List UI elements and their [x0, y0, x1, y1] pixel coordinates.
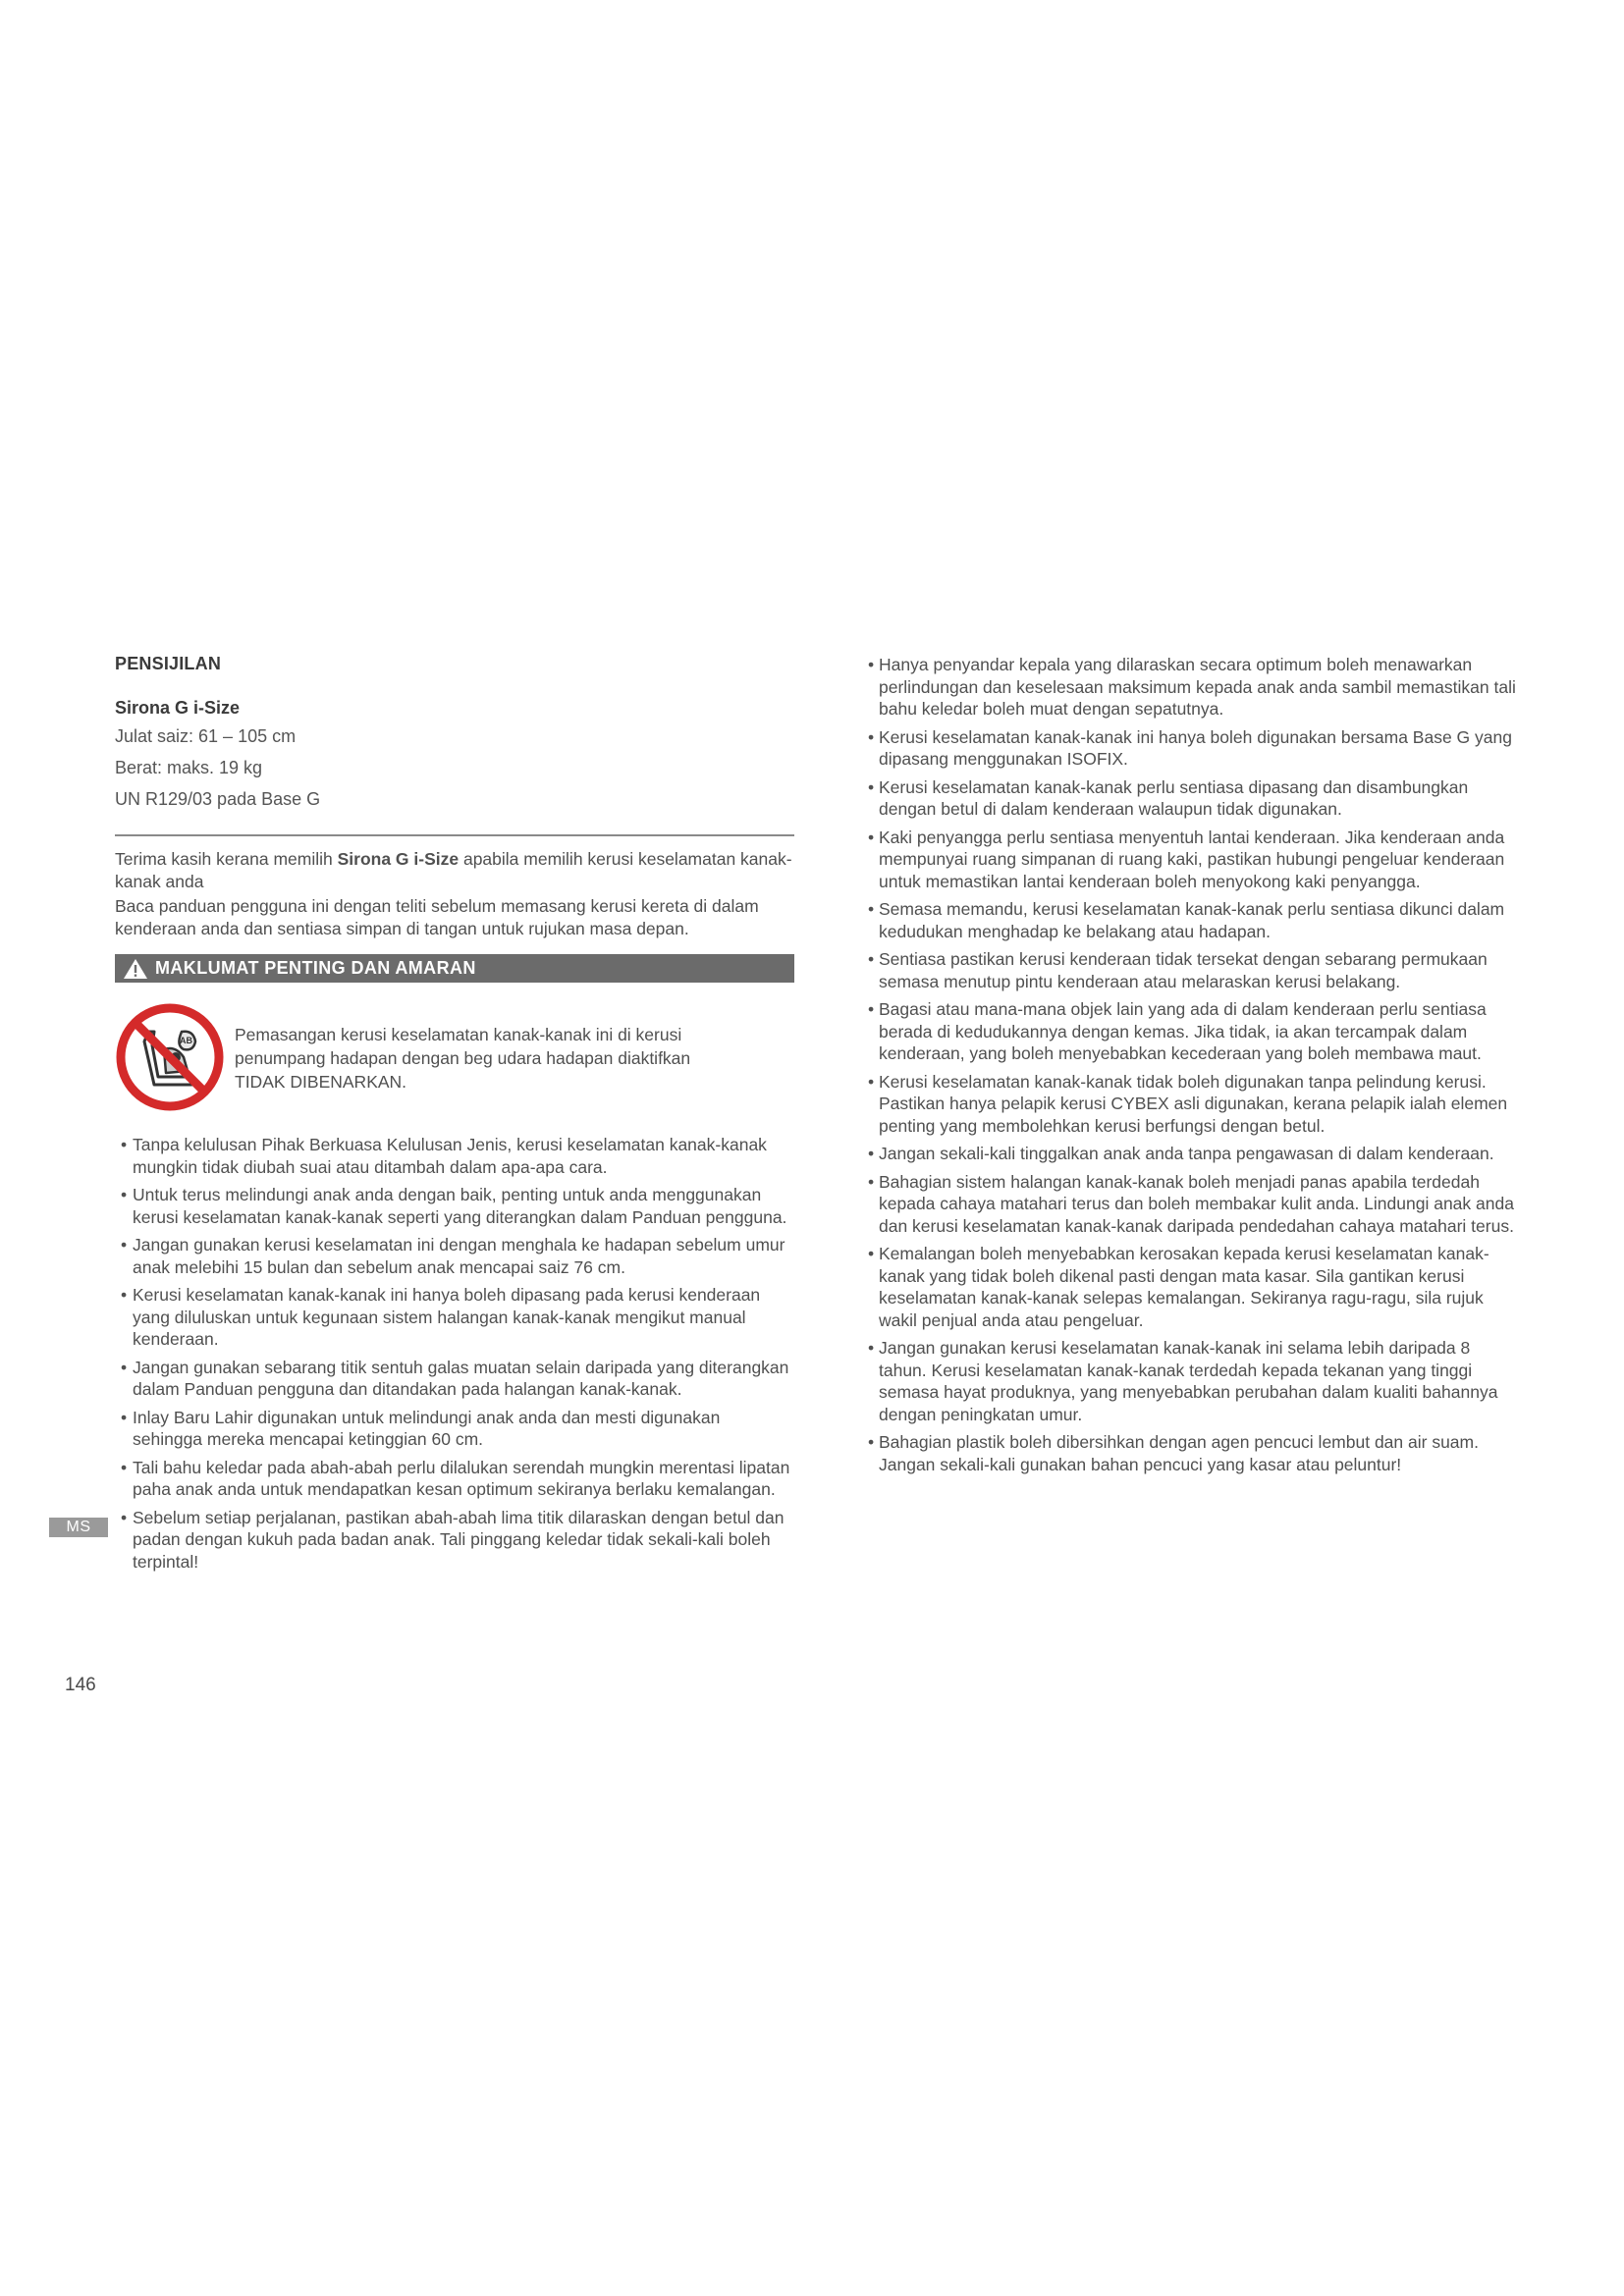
thanks-product-name: Sirona G i-Size — [337, 849, 460, 869]
list-item: • Kemalangan boleh menyebabkan kerosakan kepada kerusi keselamatan kanak-kanak yang tidak boleh dikenal pasti dengan mata kasar. Sila gantikan kerusi keselamatan kanak-kanak selepas kemalangan. Sekiranya ragu-ragu, sila rujuk wakil penjual anda atau pengeluar. — [871, 1243, 1519, 1331]
right-warning-list — [871, 654, 1519, 1475]
airbag-warning — [115, 1002, 794, 1112]
list-item: • Kerusi keselamatan kanak-kanak ini hanya boleh digunakan bersama Base G yang dipasang menggunakan ISOFIX. — [871, 726, 1519, 771]
list-item: • Kerusi keselamatan kanak-kanak tidak boleh digunakan tanpa pelindung kerusi. Pastikan hanya pelapik kerusi CYBEX asli digunakan, kerana pelapik ialah elemen penting yang membolehkan kerusi berfungsi dengan betul. — [871, 1071, 1519, 1138]
list-item: • Bagasi atau mana-mana objek lain yang ada di dalam kenderaan perlu sentiasa berada di kedudukannya dengan kemas. Jika tidak, ia akan tercampak dalam kenderaan, yang boleh menyebabkan kecederaan yang boleh membawa maut. — [871, 998, 1519, 1065]
list-item: • Inlay Baru Lahir digunakan untuk melindungi anak anda dan mesti digunakan sehingga mereka mencapai ketinggian 60 cm. — [115, 1407, 794, 1451]
list-item: • Hanya penyandar kepala yang dilaraskan secara optimum boleh menawarkan perlindungan dan keselesaan maksimum kepada anak anda sambil memastikan tali bahu keledar boleh muat dengan sepatutnya. — [871, 654, 1519, 721]
list-item: • Kerusi keselamatan kanak-kanak ini hanya boleh dipasang pada kerusi kenderaan yang diluluskan untuk kegunaan sistem halangan kanak-kanak mengikut manual kenderaan. — [115, 1284, 794, 1351]
list-item: • Bahagian plastik boleh dibersihkan dengan agen pencuci lembut dan air suam. Jangan sekali-kali gunakan bahan pencuci yang kasar atau peluntur! — [871, 1431, 1519, 1475]
list-item: • Semasa memandu, kerusi keselamatan kanak-kanak perlu sentiasa dikunci dalam kedudukan menghadap ke belakang atau hadapan. — [871, 898, 1519, 942]
page-number: 146 — [65, 1675, 96, 1695]
weight-limit: Berat: maks. 19 kg — [115, 758, 263, 777]
warning-heading-bar — [115, 954, 794, 983]
no-airbag-rear-facing-seat-icon — [115, 1002, 225, 1112]
warning-triangle-icon — [123, 958, 148, 980]
section-divider — [115, 834, 794, 836]
list-item: • Kerusi keselamatan kanak-kanak perlu sentiasa dipasang dan disambungkan dengan betul di dalam kenderaan walaupun tidak digunakan. — [871, 776, 1519, 821]
read-manual-paragraph: Baca panduan pengguna ini dengan teliti sebelum memasang kerusi kereta di dalam kenderaan anda dan sentiasa simpan di tangan untuk rujukan masa depan. — [115, 896, 759, 938]
product-name: Sirona G i-Size — [115, 698, 241, 718]
section-title-certification: PENSIJILAN — [115, 654, 222, 673]
left-warning-list — [115, 1134, 794, 1573]
left-column — [115, 654, 794, 1578]
list-item: • Tali bahu keledar pada abah-abah perlu dilalukan serendah mungkin merentasi lipatan paha anak anda untuk mendapatkan kesan optimum sekiranya berlaku kemalangan. — [115, 1457, 794, 1501]
list-item: • Untuk terus melindungi anak anda dengan baik, penting untuk anda menggunakan kerusi keselamatan kanak-kanak seperti yang diterangkan dalam Panduan pengguna. — [115, 1184, 794, 1228]
list-item: • Kaki penyangga perlu sentiasa menyentuh lantai kenderaan. Jika kenderaan anda mempunyai ruang simpanan di ruang kaki, pastikan hubungi pengeluar kenderaan untuk memastikan lantai kenderaan boleh menyokong kaki penyangga. — [871, 827, 1519, 893]
intro-text — [115, 848, 794, 940]
airbag-warning-text: Pemasangan kerusi keselamatan kanak-kanak ini di kerusi penumpang hadapan dengan beg udara hadapan diaktifkan TIDAK DIBENARKAN. — [235, 1025, 691, 1092]
list-item: • Sentiasa pastikan kerusi kenderaan tidak tersekat dengan sebarang permukaan semasa menutup pintu kenderaan atau melaraskan kerusi belakang. — [871, 948, 1519, 992]
list-item: • Jangan gunakan kerusi keselamatan ini dengan menghala ke hadapan sebelum umur anak melebihi 15 bulan dan sebelum anak mencapai saiz 76 cm. — [115, 1234, 794, 1278]
thanks-paragraph: Terima kasih kerana memilih Sirona G i-Size apabila memilih kerusi keselamatan kanak-kanak anda — [115, 849, 792, 891]
size-range: Julat saiz: 61 – 105 cm — [115, 726, 297, 746]
approval-standard: UN R129/03 pada Base G — [115, 789, 321, 809]
list-item: • Jangan sekali-kali tinggalkan anak anda tanpa pengawasan di dalam kenderaan. — [871, 1143, 1519, 1165]
list-item: • Tanpa kelulusan Pihak Berkuasa Kelulusan Jenis, kerusi keselamatan kanak-kanak mungkin tidak diubah suai atau ditambah dalam apa-apa cara. — [115, 1134, 794, 1178]
svg-text:AB: AB — [180, 1036, 192, 1045]
list-item: • Jangan gunakan sebarang titik sentuh galas muatan selain daripada yang diterangkan dalam Panduan pengguna dan ditandakan pada halangan kanak-kanak. — [115, 1357, 794, 1401]
warning-heading-title: MAKLUMAT PENTING DAN AMARAN — [155, 958, 476, 978]
list-item: • Sebelum setiap perjalanan, pastikan abah-abah lima titik dilaraskan dengan betul dan padan dengan kukuh pada badan anak. Tali pinggang keledar tidak sekali-kali boleh terpintal! — [115, 1507, 794, 1574]
language-tab: MS — [49, 1518, 108, 1537]
list-item: • Bahagian sistem halangan kanak-kanak boleh menjadi panas apabila terdedah kepada cahaya matahari terus dan boleh membakar kulit anda. Lindungi anak anda dan kerusi keselamatan kanak-kanak daripada pendedahan cahaya matahari terus. — [871, 1171, 1519, 1238]
right-column — [871, 654, 1519, 1481]
list-item: • Jangan gunakan kerusi keselamatan kanak-kanak ini selama lebih daripada 8 tahun. Kerusi keselamatan kanak-kanak terdedah kepada tekanan yang tinggi semasa hayat produknya, yang menyebabkan perubahan dalam kualiti bahannya dengan peningkatan umur. — [871, 1337, 1519, 1425]
